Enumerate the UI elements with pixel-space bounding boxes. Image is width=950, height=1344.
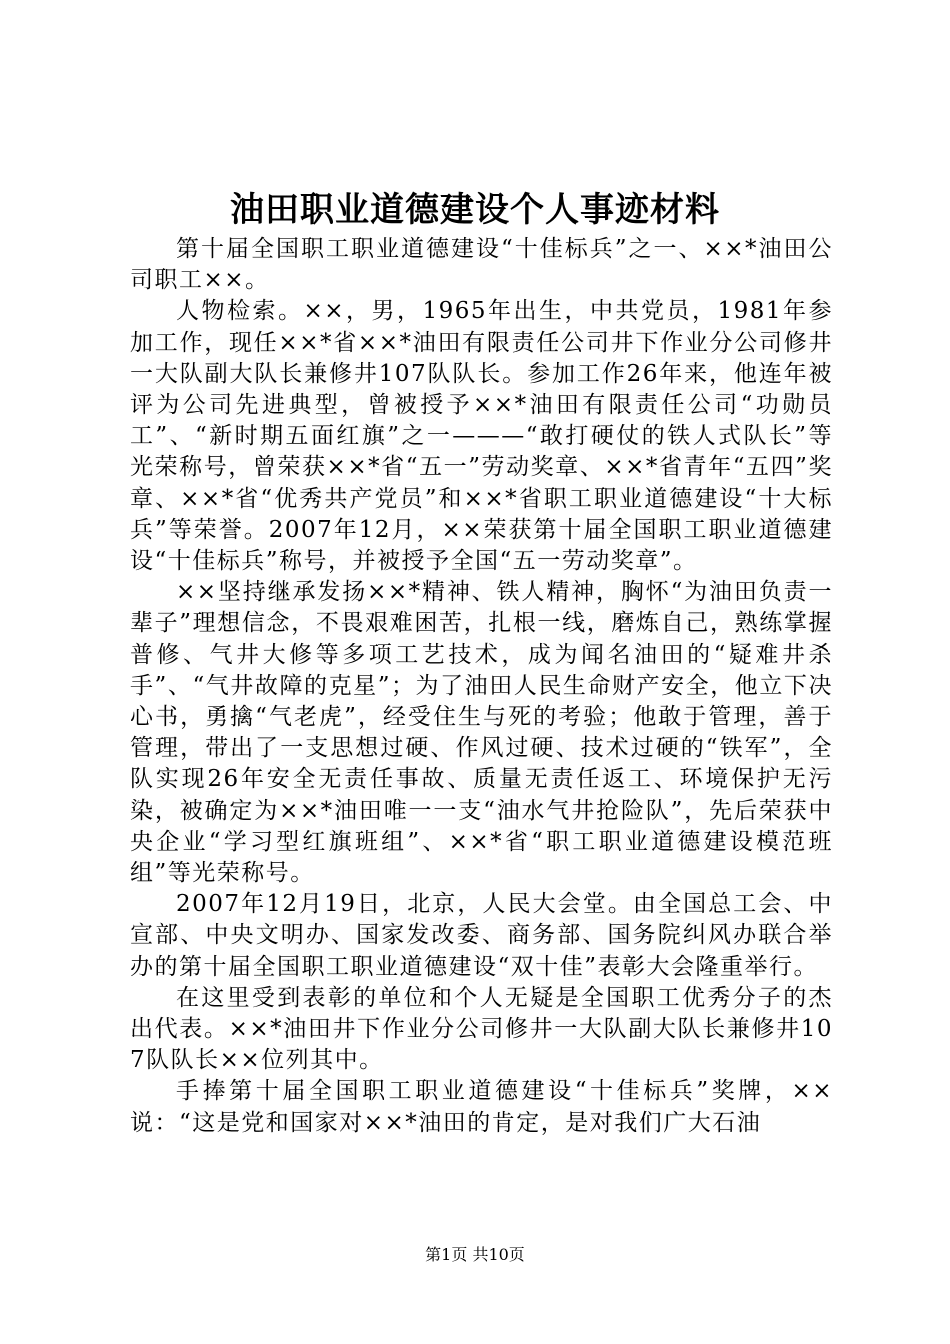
document-title: 油田职业道德建设个人事迹材料 <box>230 190 720 230</box>
paragraph-6: 手捧第十届全国职工职业道德建设“十佳标兵”奖牌，××说：“这是党和国家对××*油田的肯定，是对我们广大石油 <box>130 1078 833 1136</box>
page-number-footer: 第1页 共10页 <box>425 1245 525 1264</box>
document-body <box>130 234 833 1139</box>
paragraph-4: 2007年12月19日，北京，人民大会堂。由全国总工会、中宣部、中央文明办、国家发改委、商务部、国务院纠风办联合举办的第十届全国职工职业道德建设“双十佳”表彰大会隆重举行。 <box>130 891 833 980</box>
paragraph-5: 在这里受到表彰的单位和个人无疑是全国职工优秀分子的杰出代表。××*油田井下作业分公司修井一大队副大队长兼修井107队队长××位列其中。 <box>130 984 833 1074</box>
paragraph-2: 人物检索。××，男，1965年出生，中共党员，1981年参加工作，现任××*省××*油田有限责任公司井下作业分公司修井一大队副大队长兼修井107队队长。参加工作26年来，他连年被评为公司先进典型，曾被授予××*油田有限责任公司“功勋员工”、“新时期五面红旗”之一———“敢打硬仗的铁人式队长”等光荣称号，曾荣获××*省“五一”劳动奖章、××*省青年“五四”奖章、××*省“优秀共产党员”和××*省职工职业道德建设“十大标兵”等荣誉。2007年12月，××荣获第十届全国职工职业道德建设“十佳标兵”称号，并被授予全国“五一劳动奖章”。 <box>130 298 833 575</box>
paragraph-3: ××坚持继承发扬××*精神、铁人精神，胸怀“为油田负责一辈子”理想信念，不畏艰难困苦，扎根一线，磨炼自己，熟练掌握普修、气井大修等多项工艺技术，成为闻名油田的“疑难井杀手”、“气井故障的克星”；为了油田人民生命财产安全，他立下决心书，勇擒“气老虎”，经受住生与死的考验；他敢于管理，善于管理，带出了一支思想过硬、作风过硬、技术过硬的“铁军”，全队实现26年安全无责任事故、质量无责任返工、环境保护无污染，被确定为××*油田唯一一支“油水气井抢险队”，先后荣获中央企业“学习型红旗班组”、××*省“职工职业道德建设模范班组”等光荣称号。 <box>130 579 833 887</box>
paragraph-1: 第十届全国职工职业道德建设“十佳标兵”之一、××*油田公司职工××。 <box>130 236 833 294</box>
